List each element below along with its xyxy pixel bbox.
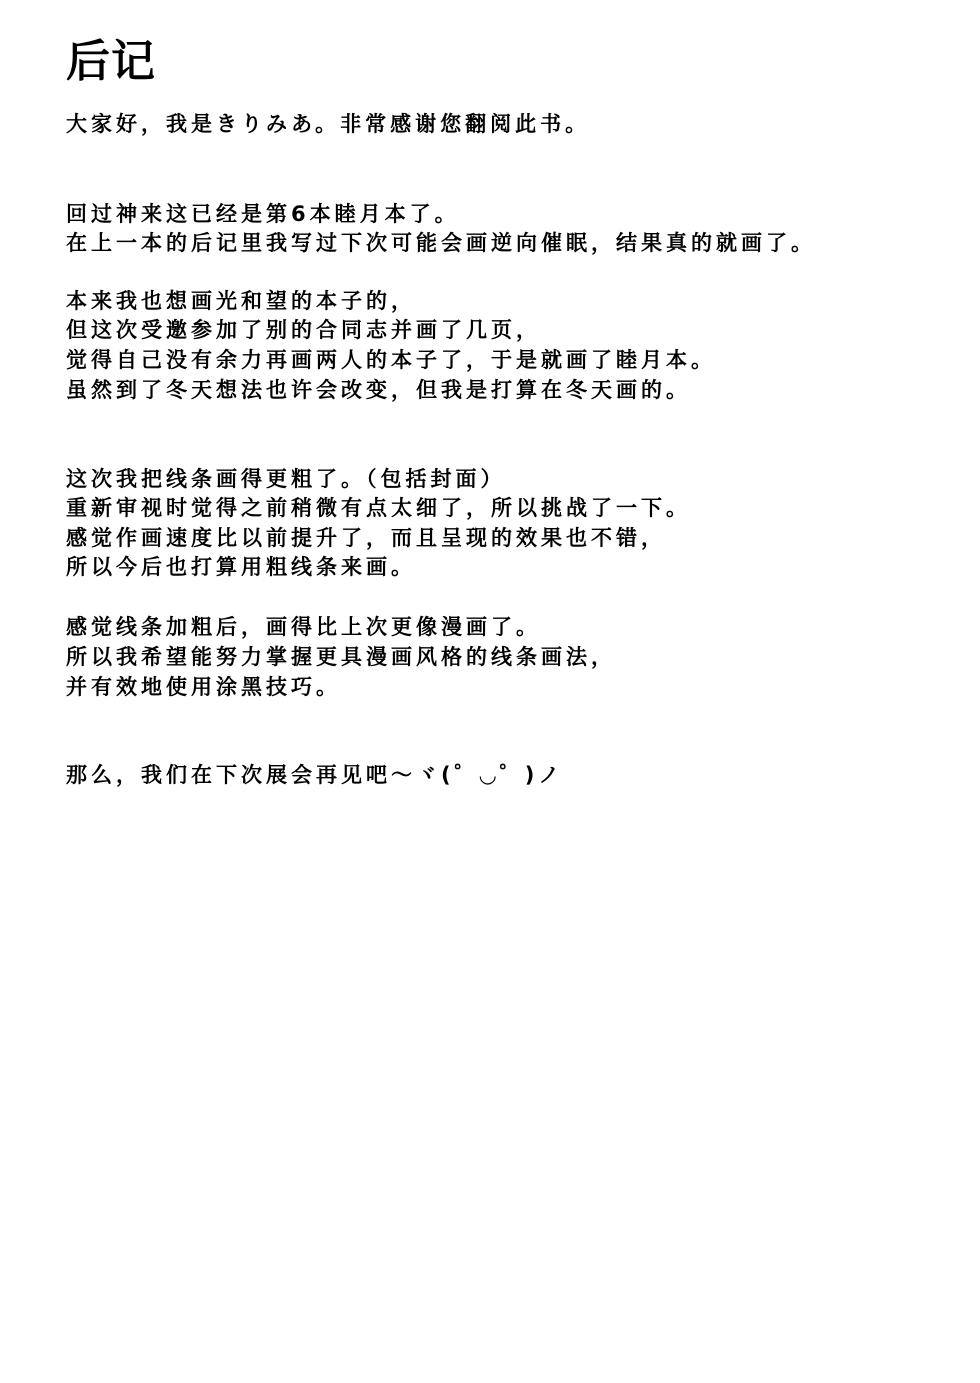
text-line: 在上一本的后记里我写过下次可能会画逆向催眠，结果真的就画了。 [66, 231, 816, 255]
text-line: 所以今后也打算用粗线条来画。 [66, 555, 416, 579]
text-line: 并有效地使用涂黑技巧。 [66, 675, 341, 699]
text-line: 重新审视时觉得之前稍微有点太细了，所以挑战了一下。 [66, 496, 691, 520]
closing-line: 那么，我们在下次展会再见吧～ヾ(゜◡゜)ノ [66, 763, 564, 787]
text-line: 觉得自己没有余力再画两人的本子了，于是就画了睦月本。 [66, 348, 716, 372]
page-title: 后记 [66, 36, 156, 87]
text-line: 这次我把线条画得更粗了。（包括封面） [66, 467, 506, 491]
text-line: 但这次受邀参加了别的合同志并画了几页， [66, 318, 541, 342]
text-line: 大家好，我是きりみあ。非常感谢您翻阅此书。 [66, 112, 591, 136]
text-line: 回过神来这已经是第6本睦月本了。 [66, 202, 460, 226]
text-line: 感觉作画速度比以前提升了，而且呈现的效果也不错， [66, 526, 666, 550]
text-line: 本来我也想画光和望的本子的， [66, 289, 416, 313]
text-line: 虽然到了冬天想法也许会改变，但我是打算在冬天画的。 [66, 378, 691, 402]
text-line: 所以我希望能努力掌握更具漫画风格的线条画法， [66, 645, 616, 669]
text-line: 感觉线条加粗后，画得比上次更像漫画了。 [66, 615, 541, 639]
